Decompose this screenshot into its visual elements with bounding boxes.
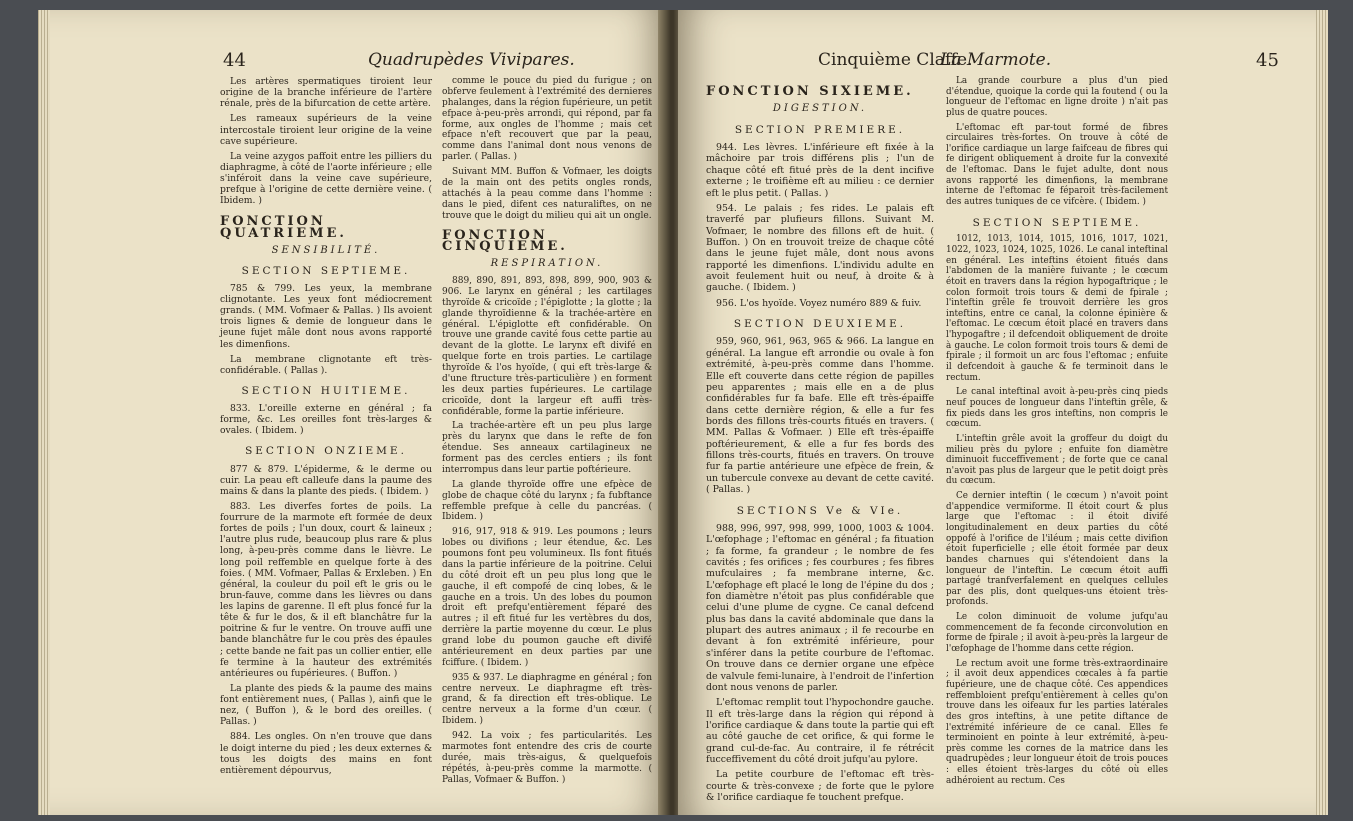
paragraph: 889, 890, 891, 893, 898, 899, 900, 903 & 906. Le larynx en général ; les cartilages thyroïde & cricoïde ; l'épiglotte ; la glotte ; la glande thyroïdienne & la trachée-artère en général. L'épiglotte eft confidérable. On trouve une grande cavité fous cette partie au devant de la glotte. Le larynx eft divifé en quelque forte en trois parties. Le cartilage thyroïde & l'os hyoïde, ( qui eft très-large & d'une ftructure très-particulière ) en forment les deux parties fupérieures. Le cartilage cricoïde, dont la largeur eft auffi très-confidérable, forme la partie inférieure. [442,276,652,417]
running-head-left: Cinquième Claffe. [818,50,973,70]
section-heading: SECTION SEPTIEME. [972,216,1142,229]
section-heading: SECTION SEPTIEME. [241,264,411,277]
paragraph: L'eftomac remplit tout l'hypochondre gauche. Il eft très-large dans la région qui répond à l'orifice cardiaque & dans toute la partie qui eft au côté gauche de cet orifice, & qui forme le grand cul-de-fac. Au contraire, il fe rétrécit fucceffivement du côté droit jufqu'au pylore. [706,697,934,766]
section-heading: SECTION PREMIERE. [734,123,906,136]
paragraph: La trachée-artère eft un peu plus large près du larynx que dans le refte de fon étendue. Ses anneaux cartilagineux ne forment pas des cercles entiers ; ils font interrompus dans leur partie poftérieure. [442,421,652,475]
paragraph: 954. Le palais ; fes rides. Le palais eft traverfé par plufieurs fillons. Suivant M. Vofmaer, le nombre des fillons eft de huit. ( Buffon. ) On en trouvoit treize de chaque côté dans le jeune fujet mâle, dont nous avons rapporté les dimenfions. L'individu adulte en avoit feulement huit ou neuf, à droite & à gauche. ( Ibidem. ) [706,202,934,294]
right-page [678,10,1328,815]
page-number: 44 [223,50,246,71]
paragraph: La petite courbure de l'eftomac eft très-courte & très-convexe ; de forte que le pylore & l'orifice cardiaque fe touchent prefque. [706,769,934,804]
section-heading: SECTION DEUXIEME. [733,318,907,331]
paragraph: Le canal inteftinal avoit à-peu-près cinq pieds neuf pouces de longueur dans l'inteftin grêle, & fix pieds dans les gros inteftins, non compris le cœcum. [946,387,1168,430]
paragraph: 916, 917, 918 & 919. Les poumons ; leurs lobes ou divifions ; leur étendue, &c. Les poumons font peu volumineux. Ils font fitués dans la partie inférieure de la poitrine. Celui du côté droit eft un peu plus long que le gauche, il eft compofé de cinq lobes, & le gauche en a trois. Un des lobes du poumon droit eft prefqu'entièrement féparé des autres ; il eft fitué fur les vertèbres du dos, derrière la partie moyenne du cœur. Le plus grand lobe du poumon gauche eft divifé antérieurement en deux parties par une fciffure. ( Ibidem. ) [442,527,652,668]
subheading: SENSIBILITÉ. [271,244,381,256]
paragraph: 942. La voix ; fes particularités. Les marmotes font entendre des cris de courte durée, mais très-aigus, & quelquefois répétés, à-peu-près comme la marmotte. ( Pallas, Vofmaer & Buffon. ) [442,731,652,785]
paragraph: La grande courbure a plus d'un pied d'étendue, quoique la corde qui la foutend ( ou la longueur de l'eftomac en ligne droite ) n'ait pas plus de quatre pouces. [946,76,1168,118]
section-heading: SECTION ONZIEME. [245,445,407,458]
page-edges [38,10,50,815]
open-book [38,10,1328,815]
paragraph: La membrane clignotante eft très-confidérable. ( Pallas ). [220,353,432,376]
paragraph: 1012, 1013, 1014, 1015, 1016, 1017, 1021, 1022, 1023, 1024, 1025, 1026. Le canal inteftinal en général. Les inteftins étoient fitués dans l'abdomen de la manière fuivante ; le cœcum étoit en travers dans la région hypogaftrique ; le colon formoit trois tours & demi de fpirale ; l'inteftin grêle fe trouvoit derrière les gros inteftins, entre ce canal, la colonne épinière & l'eftomac. Le cœcum étoit placé en travers dans l'hypogaftre ; il defcendoit obliquement de droite à gauche. Le colon formoit trois tours & demi de fpirale ; il formoit un arc fous l'eftomac ; enfuite il defcendoit à gauche & fe terminoit dans le rectum. [946,234,1168,383]
paragraph: Suivant MM. Buffon & Vofmaer, les doigts de la main ont des petits ongles ronds, attachés à la peau comme dans l'homme : dans le pied, difent ces naturaliftes, on ne trouve que le doigt du milieu qui ait un ongle. [442,167,652,221]
running-head-right: La Marmote. [940,50,1052,70]
section-heading: SECTION HUITIEME. [241,384,411,397]
paragraph: La plante des pieds & la paume des mains font entièrement nues, ( Pallas ), ainfi que le nez, ( Buffon ), & le bord des oreilles. ( Pallas. ) [220,682,432,728]
fonction-heading: FONCTION QUATRIEME. [220,214,347,241]
fonction-heading: FONCTION CINQUIEME. [442,228,568,255]
running-head: Quadrupèdes Vivipares. [368,50,575,70]
paragraph: comme le pouce du pied du furigue ; on obferve feulement à l'extrémité des dernieres phalanges, dans la région fupérieure, un petit efpace à-peu-près arrondi, qui répond, par fa forme, aux ongles de l'homme ; mais cet efpace n'eft recouvert que par la peau, comme dans l'animal dont nous venons de parler. ( Pallas. ) [442,76,652,163]
paragraph: 883. Les diverfes fortes de poils. La fourrure de la marmote eft formée de deux fortes de poils ; l'un doux, court & laineux ; l'autre plus rude, beaucoup plus rare & plus long, à-peu-près comme dans le lièvre. Le long poil reffemble en quelque forte à des foies. ( MM. Vofmaer, Pallas & Erxleben. ) En général, la couleur du poil eft le gris ou le brun-fauve, comme dans les lièvres ou dans les lapins de garenne. Il eft plus foncé fur la tête & fur le dos, & il eft blanchâtre fur la poitrine & fur le ventre. On trouve auffi une bande blanchâtre fur le cou près des épaules ; cette bande ne fait pas un collier entier, elle fe termine à la hauteur des extrémités antérieures ou fupérieures. ( Buffon. ) [220,500,432,679]
paragraph: 944. Les lèvres. L'inférieure eft fixée à la mâchoire par trois différens plis ; l'un de chaque côté eft fitué près de la dent incifive externe ; le troifième eft au milieu : ce dernier eft le plus petit. ( Pallas. ) [706,142,934,199]
paragraph: Les artères spermatiques tiroient leur origine de la branche inférieure de l'artère rénale, près de la bifurcation de cette artère. [220,76,432,110]
paragraph: L'eftomac eft par-tout formé de fibres circulaires très-fortes. On trouve à côté de l'orifice cardiaque un large faifceau de fibres qui fe dirigent obliquement à droite fur la convexité de l'eftomac. Dans le fujet adulte, dont nous avons rapporté les dimenfions, la membrane interne de l'eftomac fe féparoit très-facilement des autres tuniques de ce vifcère. ( Ibidem. ) [946,122,1168,208]
section-heading: SECTIONS Ve & VIe. [736,504,904,517]
paragraph: La veine azygos paffoit entre les pilliers du diaphragme, à côté de l'aorte inférieure ; elle s'inféroit dans la veine cave supérieure, prefque à l'origine de cette dernière veine. ( Ibidem. ) [220,150,433,207]
paragraph: Le colon diminuoit de volume jufqu'au commencement de fa feconde circonvolution en forme de fpirale ; il avoit à-peu-près la largeur de l'œfophage de l'homme dans cette région. [946,612,1168,655]
text-column [442,76,652,789]
paragraph: 833. L'oreille externe en général ; fa forme, &c. Les oreilles font très-larges & ovales. ( Ibidem. ) [220,403,432,437]
paragraph: 935 & 937. Le diaphragme en général ; fon centre nerveux. Le diaphragme eft très-grand, & fa direction eft très-oblique. Le centre nerveux a la forme d'un cœur. ( Ibidem. ) [442,672,652,727]
paragraph: Ce dernier inteftin ( le cœcum ) n'avoit point d'appendice vermiforme. Il étoit court & plus large que l'eftomac : il étoit divifé longitudinalement en deux parties du côté oppofé à l'orifice de l'iléum ; mais cette divifion étoit fuperficielle ; elle étoit formée par deux bandes charnues qui s'étendoient dans la longueur de l'inteftin. Le cœcum étoit auffi partagé tranfverfalement en quelques cellules par des plis, dont quelques-uns étoient très-profonds. [946,491,1168,608]
text-column [946,76,1168,790]
fonction-heading: FONCTION SIXIEME. [706,84,914,99]
subheading: RESPIRATION. [490,258,604,270]
paragraph: 959, 960, 961, 963, 965 & 966. La langue en général. La langue eft arrondie ou ovale à fon extrémité, à-peu-près comme dans l'homme. Elle eft couverte dans cette région de papilles peu apparentes ; mais elle en a de plus confidérables fur fa bafe. Elle eft très-épaiffe dans cette dernière région, & elle a fur fes bords des fillons très-courts fitués en travers. ( MM. Pallas & Vofmaer. ) Elle eft très-épaiffe poftérieurement, & elle a fur fes bords des fillons très-courts, fitués en travers. On trouve fur fa partie antérieure une efpèce de frein, & un tubercule convexe au devant de cette cavité. ( Pallas. ) [706,336,934,496]
paragraph: 877 & 879. L'épiderme, & le derme ou cuir. La peau eft calleufe dans la paume des mains & dans la plante des pieds. ( Ibidem. ) [220,463,432,497]
paragraph: 785 & 799. Les yeux, la membrane clignotante. Les yeux font médiocrement grands. ( MM. Vofmaer & Pallas. ) Ils avoient trois lignes & demie de longueur dans le jeune fujet mâle dont nous avons rapporté les dimenfions. [220,282,432,350]
paragraph: 884. Les ongles. On n'en trouve que dans le doigt interne du pied ; les deux externes & tous les doigts des mains en font entièrement dépourvus, [220,731,432,776]
paragraph: La glande thyroïde offre une efpèce de globe de chaque côté du larynx ; fa fubftance reffemble prefque à celle du pancréas. ( Ibidem. ) [442,479,652,523]
paragraph: 956. L'os hyoïde. Voyez numéro 889 & fuiv. [716,297,922,309]
paragraph: 988, 996, 997, 998, 999, 1000, 1003 & 1004. L'œfophage ; l'eftomac en général ; fa fituation ; fa forme, fa grandeur ; le nombre de fes cavités ; fes orifices ; fes courbures ; fes fibres mufculaires ; fa membrane interne, &c. L'œfophage eft placé le long de l'épine du dos ; fon diamètre n'étoit pas plus confidérable que celui d'une plume de cygne. Ce canal defcend plus bas dans la cavité abdominale que dans la plupart des autres animaux ; il fe recourbe en devant à fon extrémité inférieure, pour s'inférer dans la petite courbure de l'eftomac. On trouve dans ce dernier organe une efpèce de valvule femi-lunaire, à l'endroit de l'infertion dont nous venons de parler. [706,522,934,693]
paragraph: L'inteftin grêle avoit la groffeur du doigt du milieu près du pylore ; enfuite fon diamètre diminuoit fucceffivement ; de forte que ce canal n'avoit pas plus de largeur que le petit doigt près du cœcum. [946,433,1168,487]
paragraph: Le rectum avoit une forme très-extraordinaire ; il avoit deux appendices cœcales à fa partie fupérieure, une de chaque côté. Ces appendices reffembloient prefqu'entièrement à celles qu'on trouve dans les oifeaux fur les parties latérales des gros inteftins, à une petite diftance de l'extrémité inférieure de ce canal. Elles fe terminoient en pointe à leur extrémité, à-peu-près comme les cornes de la matrice dans les quadrupèdes ; leur longueur étoit de trois pouces : elles étoient très-larges du côté où elles adhéroient au rectum. Ces [946,658,1168,786]
paragraph: Les rameaux supérieurs de la veine intercostale tiroient leur origine de la veine cave supérieure. [220,113,432,147]
left-page [38,10,666,815]
text-column [220,76,432,780]
page-edges [1316,10,1328,815]
page-number: 45 [1256,50,1279,71]
text-column [706,76,934,807]
subheading: DIGESTION. [772,103,868,115]
